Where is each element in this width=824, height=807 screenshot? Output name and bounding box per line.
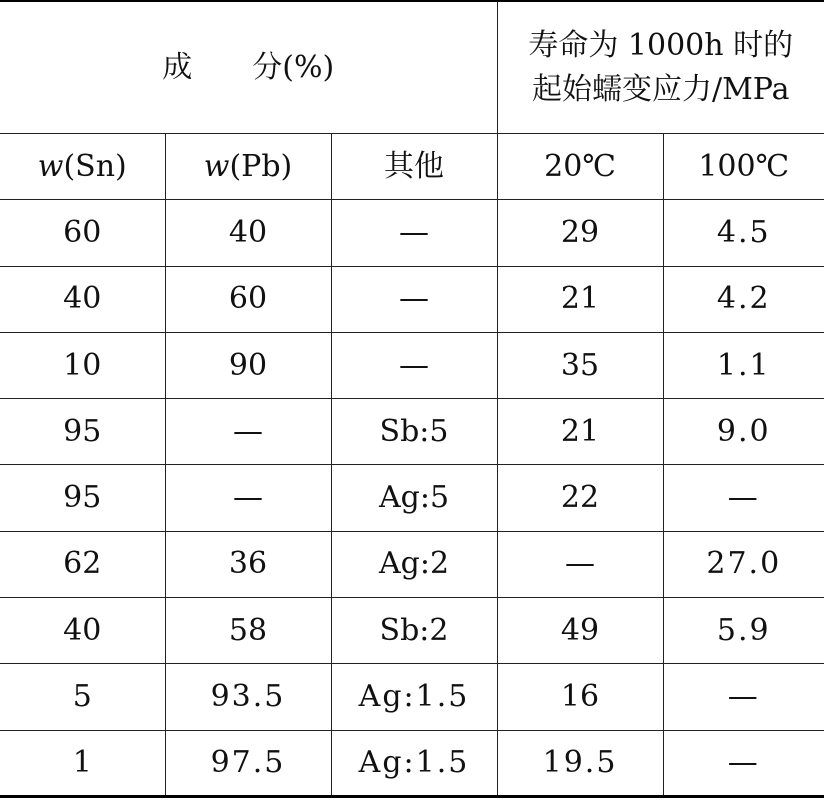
pb-var: w xyxy=(203,148,230,184)
header-row xyxy=(0,1,824,134)
sn-var: w xyxy=(37,148,64,184)
stress-100-cell: — xyxy=(663,664,824,730)
other-cell: Ag:2 xyxy=(331,531,497,597)
stress-20-cell: 21 xyxy=(497,399,663,465)
stress-20-cell: 49 xyxy=(497,598,663,664)
pb-cell: 90 xyxy=(165,332,331,398)
stress-20-cell: 21 xyxy=(497,266,663,332)
sn-header xyxy=(0,134,165,200)
other-header: 其他 xyxy=(331,134,497,200)
pb-label: (Pb) xyxy=(229,148,293,184)
other-cell: Ag:5 xyxy=(331,465,497,531)
stress-20-cell: 22 xyxy=(497,465,663,531)
sn-label: (Sn) xyxy=(63,148,127,184)
creep-stress-line-2: 起始蠕变应力/MPa xyxy=(531,71,790,107)
stress-20-cell: 35 xyxy=(497,332,663,398)
stress-100-cell: 9.0 xyxy=(663,399,824,465)
sn-cell: 62 xyxy=(0,531,165,597)
table-row xyxy=(0,531,824,597)
stress-20-cell: 16 xyxy=(497,664,663,730)
sn-cell: 60 xyxy=(0,200,165,266)
pb-cell: — xyxy=(165,399,331,465)
sn-cell: 95 xyxy=(0,399,165,465)
sn-cell: 5 xyxy=(0,664,165,730)
other-cell: Sb:5 xyxy=(331,399,497,465)
pb-cell: 93.5 xyxy=(165,664,331,730)
stress-100-cell: — xyxy=(663,730,824,796)
table-row xyxy=(0,200,824,266)
pb-cell: 40 xyxy=(165,200,331,266)
sn-cell: 40 xyxy=(0,598,165,664)
table-row xyxy=(0,664,824,730)
other-cell: Ag:1.5 xyxy=(331,664,497,730)
table-row xyxy=(0,399,824,465)
stress-100-cell: 5.9 xyxy=(663,598,824,664)
pb-header xyxy=(165,134,331,200)
stress-20-cell: — xyxy=(497,531,663,597)
table-row xyxy=(0,332,824,398)
sn-cell: 10 xyxy=(0,332,165,398)
stress-20-cell: 19.5 xyxy=(497,730,663,796)
subheader-row xyxy=(0,134,824,200)
stress-100-cell: 4.5 xyxy=(663,200,824,266)
temp-20-header: 20℃ xyxy=(497,134,663,200)
stress-20-cell: 29 xyxy=(497,200,663,266)
sn-cell: 95 xyxy=(0,465,165,531)
composition-label-2: 分(%) xyxy=(252,49,335,85)
pb-cell: — xyxy=(165,465,331,531)
other-cell: — xyxy=(331,332,497,398)
other-cell: — xyxy=(331,200,497,266)
table-row xyxy=(0,266,824,332)
stress-100-cell: 1.1 xyxy=(663,332,824,398)
temp-100-header: 100℃ xyxy=(663,134,824,200)
pb-cell: 58 xyxy=(165,598,331,664)
other-cell: — xyxy=(331,266,497,332)
stress-100-cell: 4.2 xyxy=(663,266,824,332)
sn-cell: 1 xyxy=(0,730,165,796)
creep-stress-line-1: 寿命为 1000h 时的 xyxy=(528,27,794,63)
other-cell: Ag:1.5 xyxy=(331,730,497,796)
composition-header xyxy=(0,1,497,134)
table-row xyxy=(0,465,824,531)
creep-stress-header xyxy=(497,1,824,134)
stress-100-cell: 27.0 xyxy=(663,531,824,597)
pb-cell: 97.5 xyxy=(165,730,331,796)
sn-cell: 40 xyxy=(0,266,165,332)
stress-100-cell: — xyxy=(663,465,824,531)
table-row xyxy=(0,730,824,796)
other-cell: Sb:2 xyxy=(331,598,497,664)
pb-cell: 36 xyxy=(165,531,331,597)
pb-cell: 60 xyxy=(165,266,331,332)
composition-label: 成 xyxy=(162,49,253,85)
table-row xyxy=(0,598,824,664)
